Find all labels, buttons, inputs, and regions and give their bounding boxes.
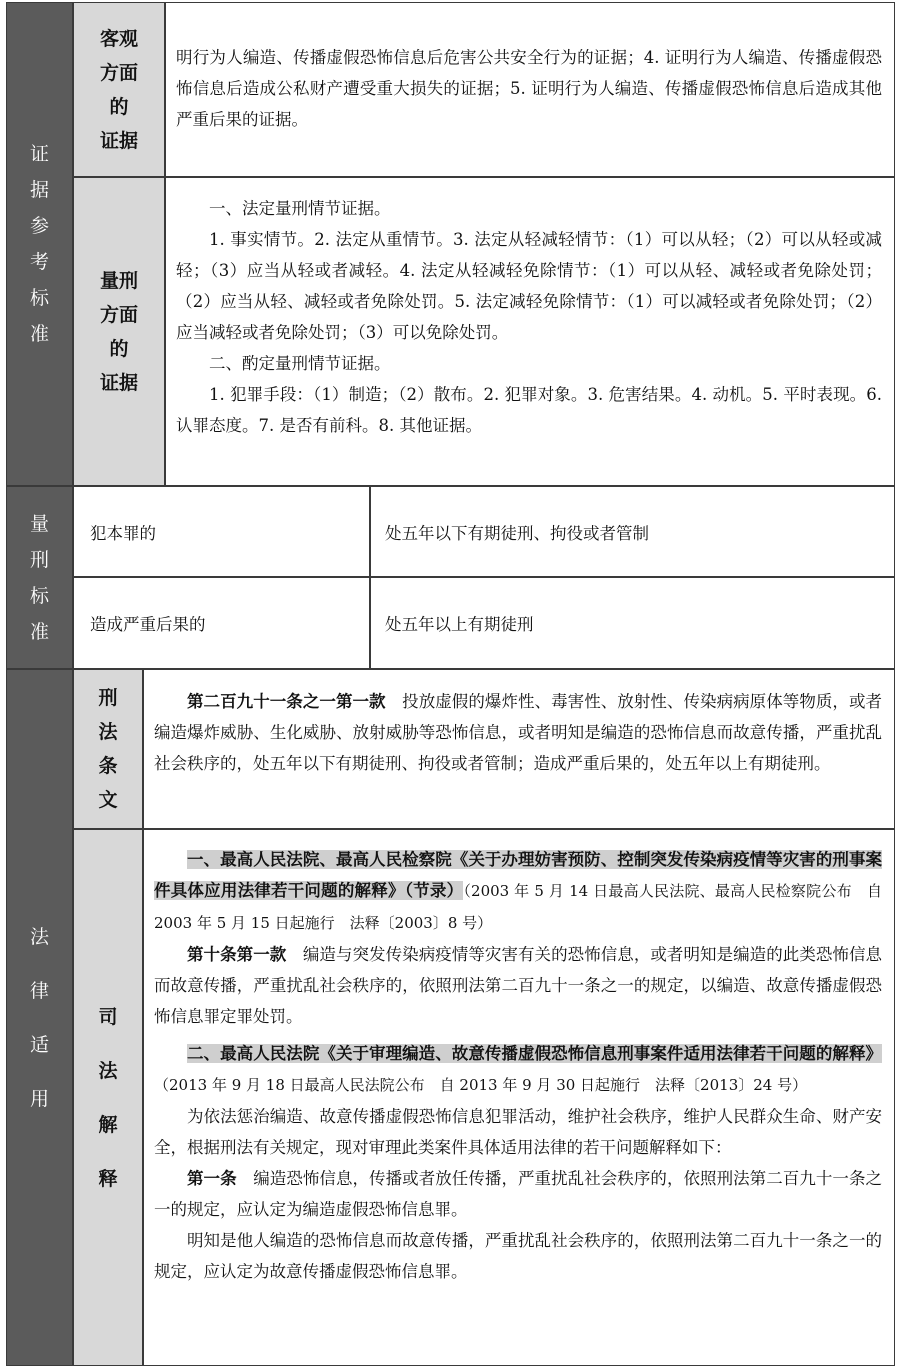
side-char: 据	[29, 179, 49, 201]
article-number: 第二百九十一条之一第一款	[187, 692, 386, 711]
penalty-value-cell: 处五年以上有期徒刑	[370, 577, 895, 669]
interpretation-source: （2013 年 9 月 18 日最高人民法院公布 自 2013 年 9 月 30 日起施行 法释〔2013〕24 号）	[154, 1076, 808, 1094]
article-number: 第十条第一款	[187, 945, 287, 964]
interpretation-source: （2003 年 5 月 14 日最高人民法院、最高人民检察院公布 自 2003 年 5 月 15 日起施行 法释〔2003〕8 号）	[154, 882, 883, 932]
evidence-section-label	[6, 2, 73, 486]
penalty-value-cell: 处五年以下有期徒刑、拘役或者管制	[370, 486, 895, 577]
penalty-section-label: 量 刑 标 准	[6, 486, 73, 669]
interpretation-title: 二、最高人民法院《关于审理编造、故意传播虚假恐怖信息刑事案件适用法律若干问题的解释》	[187, 1044, 882, 1063]
interpretation-title: 一、最高人民法院、最高人民检察院《关于办理妨害预防、控制突发传染病疫情等灾害的刑事案件具体应用法律若干问题的解释》（节录）	[154, 850, 882, 900]
side-char: 考	[29, 251, 49, 273]
sentencing-evidence-text: 一、法定量刑情节证据。 1. 事实情节。2. 法定从重情节。3. 法定从轻减轻情节：（1）可以从轻；（2）可以从轻或减轻；（3）应当从轻或者减轻。4. 法定从轻减轻免除情节：（1）可以从轻、减轻或者免除处罚；（2）应当从轻、减轻或者免除处罚。5. 法定减轻免除情节：（1）可以减轻或者免除处罚；（2）应当减轻或者免除处罚；（3）可以免除处罚。 二、酌定量刑情节证据。 1. 犯罪手段：（1）制造；（2）散布。2. 犯罪对象。3. 危害结果。4. 动机。5. 平时表现。6. 认罪态度。7. 是否有前科。8. 其他证据。	[165, 177, 895, 486]
objective-evidence-label: 客观 方面 的 证据	[73, 2, 165, 177]
objective-evidence-text: 明行为人编造、传播虚假恐怖信息后危害公共安全行为的证据；4. 证明行为人编造、传播虚假恐怖信息后造成公私财产遭受重大损失的证据；5. 证明行为人编造、传播虚假恐怖信息后造成其他严重后果的证据。	[165, 2, 895, 177]
side-char: 标	[29, 287, 49, 309]
penalty-condition-cell: 造成严重后果的	[73, 577, 370, 669]
sentencing-evidence-label: 量刑 方面 的 证据	[73, 177, 165, 486]
judicial-interpretation-label: 司 法 解 释	[73, 829, 143, 1366]
law-section-label: 法 律 适 用	[6, 669, 73, 1366]
side-char: 准	[29, 323, 49, 345]
penalty-condition-cell: 犯本罪的	[73, 486, 370, 577]
judicial-interpretation-text: 一、最高人民法院、最高人民检察院《关于办理妨害预防、控制突发传染病疫情等灾害的刑事案件具体应用法律若干问题的解释》（节录）（2003 年 5 月 14 日最高人民法院、最高人民检察院公布 自 2003 年 5 月 15 日起施行 法释〔2003〕8 号） 第十条第一款 编造与突发传染病疫情等灾害有关的恐怖信息，或者明知是编造的此类恐怖信息而故意传播，严重扰乱社会秩序的，依照刑法第二百九十一条之一的规定，以编造、故意传播虚假恐怖信息罪定罪处罚。 二、最高人民法院《关于审理编造、故意传播虚假恐怖信息刑事案件适用法律若干问题的解释》（2013 年 9 月 18 日最高人民法院公布 自 2013 年 9 月 30 日起施行 法释〔2013〕24 号） 为依法惩治编造、故意传播虚假恐怖信息犯罪活动，维护社会秩序，维护人民群众生命、财产安全，根据刑法有关规定，现对审理此类案件具体适用法律的若干问题解释如下： 第一条 编造恐怖信息，传播或者放任传播，严重扰乱社会秩序的，依照刑法第二百九十一条之一的规定，应认定为编造虚假恐怖信息罪。 明知是他人编造的恐怖信息而故意传播，严重扰乱社会秩序的，依照刑法第二百九十一条之一的规定，应认定为故意传播虚假恐怖信息罪。	[143, 829, 895, 1366]
side-char: 证	[29, 143, 49, 165]
criminal-code-text: 第二百九十一条之一第一款 投放虚假的爆炸性、毒害性、放射性、传染病病原体等物质，或者编造爆炸威胁、生化威胁、放射威胁等恐怖信息，或者明知是编造的恐怖信息而故意传播，严重扰乱社会秩序的，处五年以下有期徒刑、拘役或者管制；造成严重后果的，处五年以上有期徒刑。	[143, 669, 895, 829]
criminal-code-label: 刑 法 条 文	[73, 669, 143, 829]
side-char: 参	[29, 215, 49, 237]
article-number: 第一条	[187, 1169, 237, 1188]
